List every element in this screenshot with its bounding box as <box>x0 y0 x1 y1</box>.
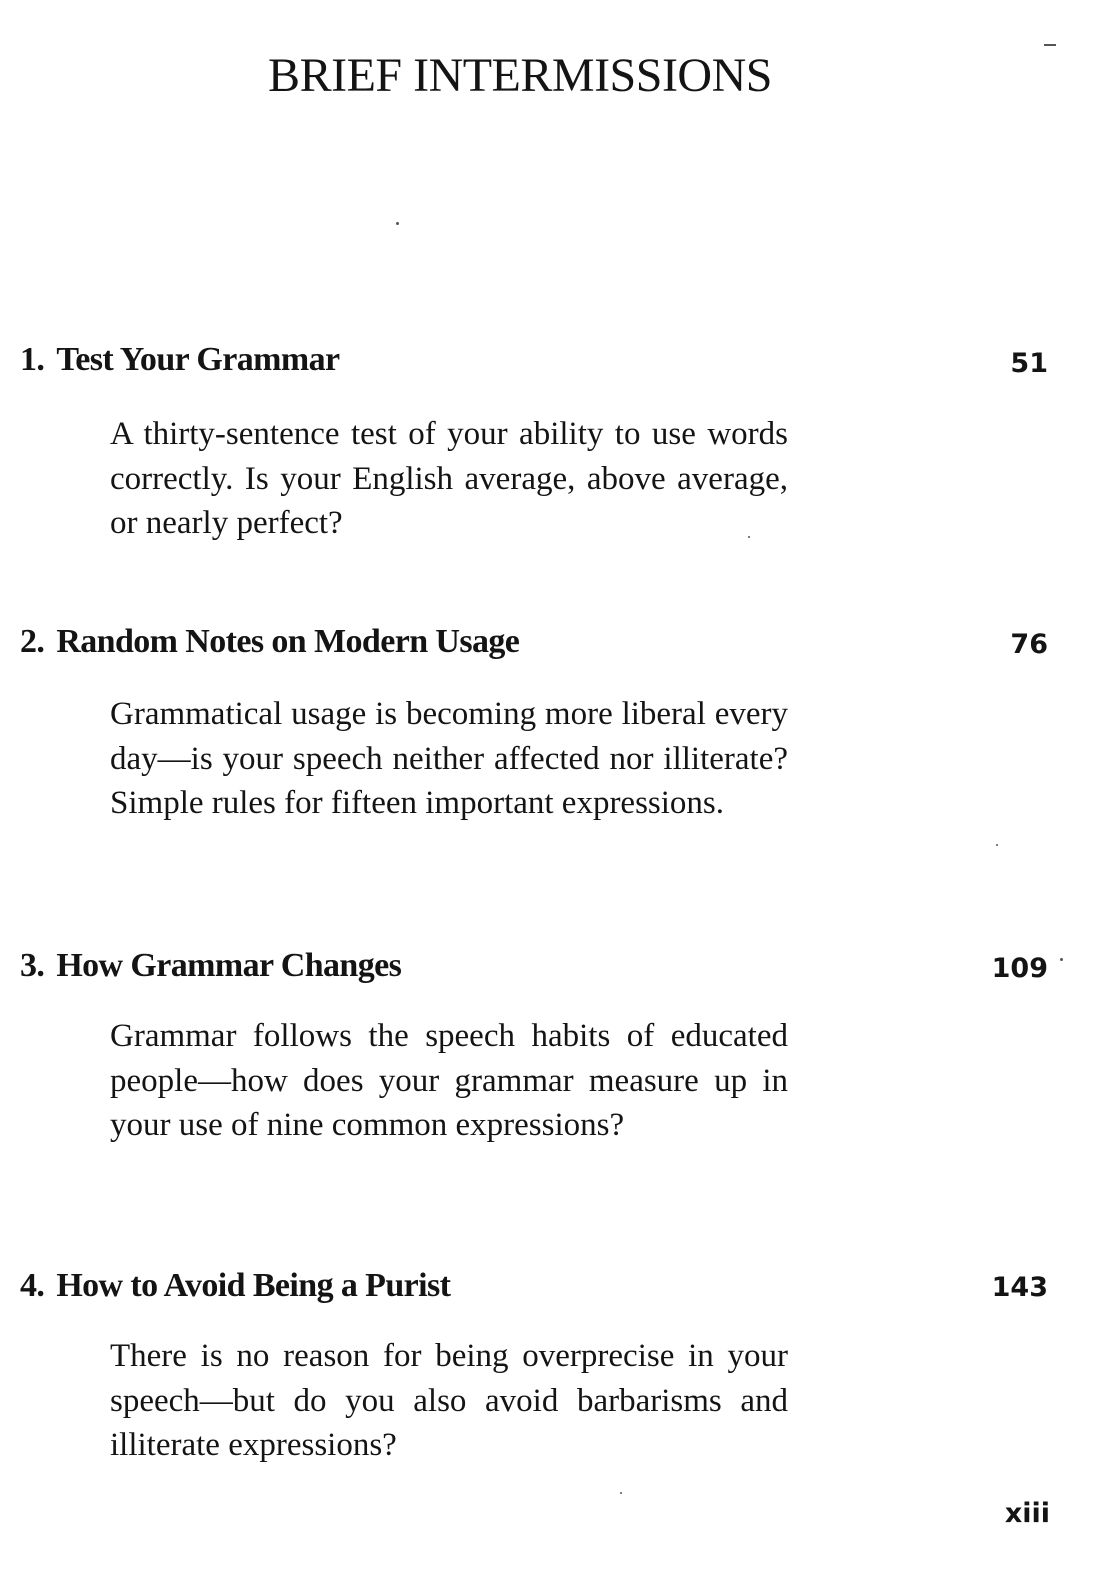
entry-number: 3. <box>20 947 45 984</box>
page-title: BRIEF INTERMISSIONS <box>268 49 772 102</box>
entry-description: Grammar follows the speech habits of educated people—how does your grammar measure up in your use of nine common expressions? <box>110 1018 788 1143</box>
scan-speck <box>396 222 399 225</box>
entry-title: Random Notes on Modern Usage <box>56 623 520 660</box>
entry-title: How to Avoid Being a Purist <box>56 1267 451 1304</box>
entry-number: 4. <box>20 1267 45 1304</box>
entry-title: Test Your Grammar <box>56 341 340 378</box>
entry-number: 2. <box>20 623 45 660</box>
scan-speck <box>1044 44 1056 46</box>
entry-page-number: 51 <box>1010 348 1048 379</box>
entry-title: How Grammar Changes <box>56 947 402 984</box>
entry-description: A thirty-sentence test of your ability to use words correctly. Is your English average, above average, or nearly perfect? <box>110 416 788 541</box>
entry-heading-2 <box>20 622 519 662</box>
scan-speck <box>748 536 750 538</box>
entry-page-number: 109 <box>991 953 1048 984</box>
entry-page-number: 76 <box>1010 629 1048 660</box>
scan-speck <box>1060 958 1063 961</box>
scan-speck <box>620 1492 622 1494</box>
entry-description: There is no reason for being overprecise in your speech—but do you also avoid barbarisms and illiterate expressions? <box>110 1338 788 1463</box>
folio-page-number: xiii <box>1004 1498 1050 1529</box>
entry-heading-4 <box>20 1266 450 1306</box>
entry-description: Grammatical usage is becoming more liberal every day—is your speech neither affected nor illiterate? Simple rules for fifteen important expressions. <box>110 696 788 821</box>
entry-heading-3 <box>20 946 401 986</box>
entry-number: 1. <box>20 341 45 378</box>
scan-speck <box>996 844 998 846</box>
entry-heading-1 <box>20 340 340 380</box>
entry-page-number: 143 <box>991 1272 1048 1303</box>
